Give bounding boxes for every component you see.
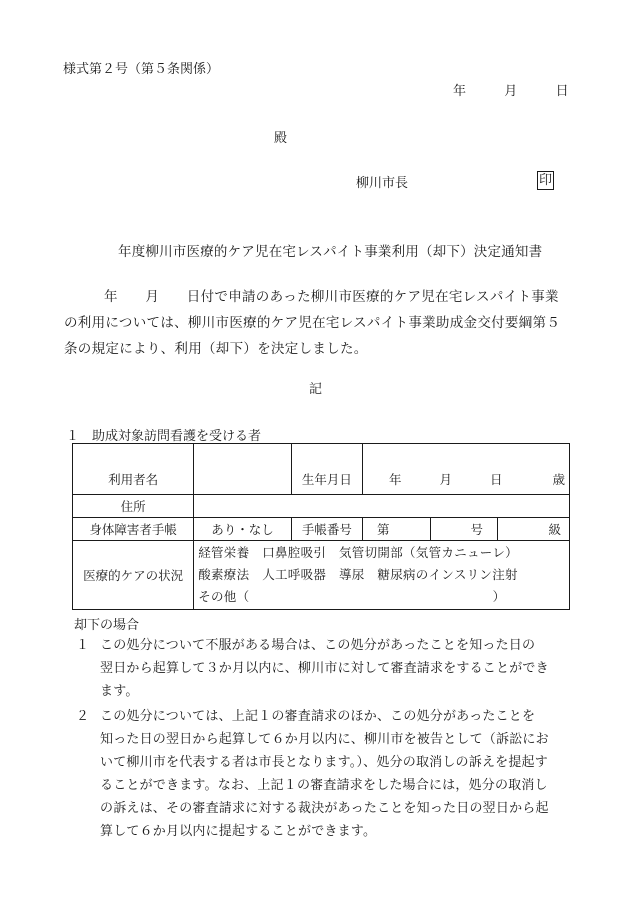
table-row-care <box>73 541 570 610</box>
section1-heading: １ 助成対象訪問看護を受ける者 <box>66 429 262 444</box>
rejection-note-1 <box>76 634 572 703</box>
dob-day: 日 <box>489 472 503 487</box>
care-line-2: 酸素療法 人工呼吸器 導尿 糖尿病のインスリン注射 <box>198 567 518 582</box>
header-date-year: 年 <box>453 84 467 99</box>
disability-value[interactable]: あり・なし <box>194 518 292 541</box>
address-label: 住所 <box>73 495 194 518</box>
header-date-month: 月 <box>504 84 518 99</box>
handbook-no-label: 手帳番号 <box>291 518 362 541</box>
user-name-label: 利用者名 <box>73 444 194 495</box>
user-name-value[interactable] <box>194 444 292 495</box>
addressee-suffix: 殿 <box>274 131 288 146</box>
note-2-line: 知った日の翌日から起算して６か月以内に、柳川市を被告として（訴訟にお <box>100 732 549 747</box>
body-line-3: 条の規定により、利用（却下）を決定しました。 <box>64 341 368 357</box>
dob-label: 生年月日 <box>291 444 362 495</box>
dob-value[interactable] <box>363 444 570 495</box>
note-1-line: この処分について不服がある場合は、この処分があったことを知った日の <box>100 638 536 653</box>
care-line-3: その他（ ） <box>198 589 506 604</box>
care-label: 医療的ケアの状況 <box>73 541 194 610</box>
care-options[interactable] <box>194 541 570 610</box>
table-row-disability <box>73 518 570 541</box>
address-value[interactable] <box>194 495 570 518</box>
note-1-number: １ <box>76 638 90 653</box>
body-paragraph <box>64 284 570 362</box>
handbook-no-value[interactable] <box>363 518 430 541</box>
note-1-line: ます。 <box>100 684 139 699</box>
note-2-line: いて柳川市を代表する者は市長となります。）、処分の取消しの訴えを提起す <box>100 755 548 770</box>
body-line-2: の利用については、柳川市医療的ケア児在宅レスパイト事業助成金交付要綱第５ <box>64 315 561 331</box>
document-title: 年度柳川市医療的ケア児在宅レスパイト事業利用（却下）決定通知書 <box>118 244 543 260</box>
dob-year: 年 <box>389 472 402 487</box>
note-2-line: この処分については、上記１の審査請求のほか、この処分があったことを <box>100 709 536 724</box>
body-line-1: 年 月 日付で申請のあった柳川市医療的ケア児在宅レスパイト事業 <box>104 289 559 305</box>
seal-mark: 印 <box>539 173 553 188</box>
note-2-number: ２ <box>76 709 90 724</box>
recipient-table <box>72 443 570 610</box>
rejection-note-2 <box>76 705 572 843</box>
disability-label: 身体障害者手帳 <box>73 518 194 541</box>
table-row-address <box>73 495 570 518</box>
rejection-heading: 却下の場合 <box>74 618 140 633</box>
handbook-kyu: 級 <box>497 518 569 541</box>
dob-month: 月 <box>439 472 452 487</box>
handbook-go: 号 <box>430 518 497 541</box>
note-1-line: 翌日から起算して３か月以内に、柳川市に対して審査請求をすることができ <box>100 661 549 676</box>
table-row-user-name <box>73 444 570 495</box>
header-date <box>453 80 569 99</box>
header-date-day: 日 <box>555 84 569 99</box>
handbook-dai: 第 <box>377 522 390 537</box>
dob-age: 歳 <box>552 472 565 487</box>
care-line-1: 経管栄養 口鼻腔吸引 気管切開部（気管カニューレ） <box>198 545 518 560</box>
note-2-line: ることができます。なお、上記１の審査請求をした場合には，処分の取消し <box>100 778 548 793</box>
issuer-name: 柳川市長 <box>356 176 409 191</box>
note-2-line: の訴えは、その審査請求に対する裁決があったことを知った日の翌日から起 <box>100 801 549 816</box>
note-2-line: 算して６か月以内に提起することができます。 <box>100 824 377 839</box>
form-number: 様式第２号（第５条関係） <box>63 62 220 77</box>
ki-heading: 記 <box>309 382 323 397</box>
